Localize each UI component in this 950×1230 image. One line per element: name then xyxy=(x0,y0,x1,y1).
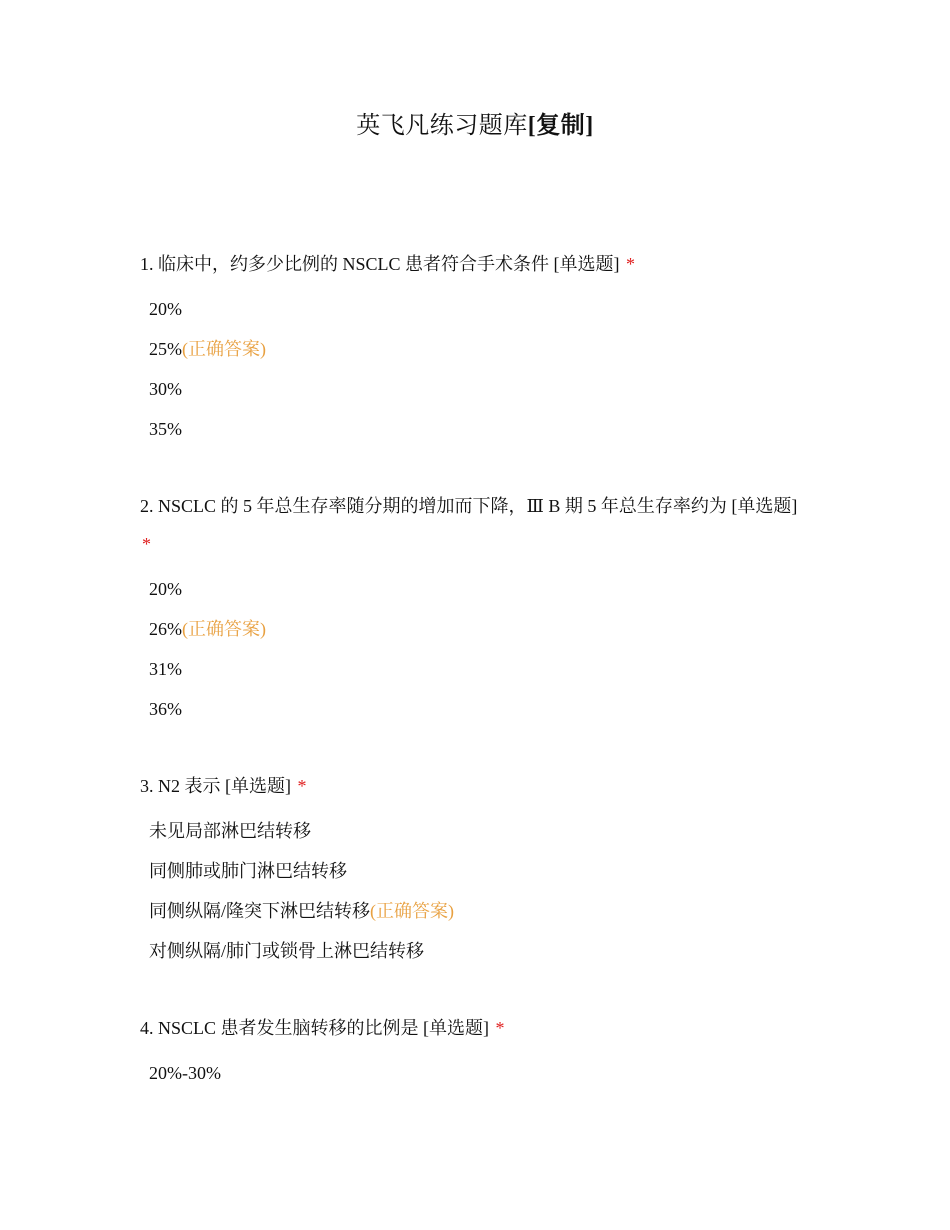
option-label: 30% xyxy=(149,379,182,399)
question-3-text: 3. N2 表示 [单选题] xyxy=(140,776,291,796)
page-title-suffix: [复制] xyxy=(527,113,594,139)
question-text xyxy=(140,245,800,283)
question-4 xyxy=(140,1009,800,1093)
option-item[interactable] xyxy=(149,1053,800,1093)
correct-answer-tag: (正确答案) xyxy=(370,901,454,921)
option-label: 对侧纵隔/肺门或锁骨上淋巴结转移 xyxy=(149,941,424,961)
question-2-text: 2. NSCLC 的 5 年总生存率随分期的增加而下降，Ⅲ B 期 5 年总生存率约为 [单选题] xyxy=(140,496,798,516)
option-label: 20%-30% xyxy=(149,1063,221,1083)
option-item[interactable] xyxy=(149,689,800,729)
question-text xyxy=(140,487,800,563)
option-item[interactable] xyxy=(149,851,800,891)
option-label: 36% xyxy=(149,699,182,719)
option-label: 20% xyxy=(149,579,182,599)
option-label: 35% xyxy=(149,419,182,439)
option-label: 未见局部淋巴结转移 xyxy=(149,821,311,841)
correct-answer-tag: (正确答案) xyxy=(182,619,266,639)
correct-answer-tag: (正确答案) xyxy=(182,339,266,359)
option-list xyxy=(140,569,800,729)
page-title-main: 英飞凡练习题库 xyxy=(356,113,528,139)
option-item[interactable] xyxy=(149,811,800,851)
option-item[interactable] xyxy=(149,931,800,971)
option-label: 同侧纵隔/隆突下淋巴结转移 xyxy=(149,901,370,921)
question-2 xyxy=(140,487,800,729)
required-mark: * xyxy=(142,534,151,554)
required-mark: * xyxy=(495,1018,505,1038)
page-title xyxy=(0,110,950,142)
question-1-text: 1. 临床中，约多少比例的 NSCLC 患者符合手术条件 [单选题] xyxy=(140,254,620,274)
option-list xyxy=(140,289,800,449)
option-list xyxy=(140,811,800,971)
required-mark: * xyxy=(297,776,307,796)
option-item[interactable] xyxy=(149,649,800,689)
option-item[interactable] xyxy=(149,329,800,369)
option-item[interactable] xyxy=(149,409,800,449)
option-item[interactable] xyxy=(149,289,800,329)
option-label: 20% xyxy=(149,299,182,319)
option-label: 25% xyxy=(149,339,182,359)
question-text xyxy=(140,767,800,805)
option-item[interactable] xyxy=(149,569,800,609)
option-label: 同侧肺或肺门淋巴结转移 xyxy=(149,861,347,881)
required-mark: * xyxy=(626,254,636,274)
option-label: 31% xyxy=(149,659,182,679)
option-list xyxy=(140,1053,800,1093)
question-3 xyxy=(140,767,800,971)
option-item[interactable] xyxy=(149,609,800,649)
option-item[interactable] xyxy=(149,369,800,409)
option-label: 26% xyxy=(149,619,182,639)
question-text xyxy=(140,1009,800,1047)
question-1 xyxy=(140,245,800,449)
option-item[interactable] xyxy=(149,891,800,931)
question-4-text: 4. NSCLC 患者发生脑转移的比例是 [单选题] xyxy=(140,1018,490,1038)
